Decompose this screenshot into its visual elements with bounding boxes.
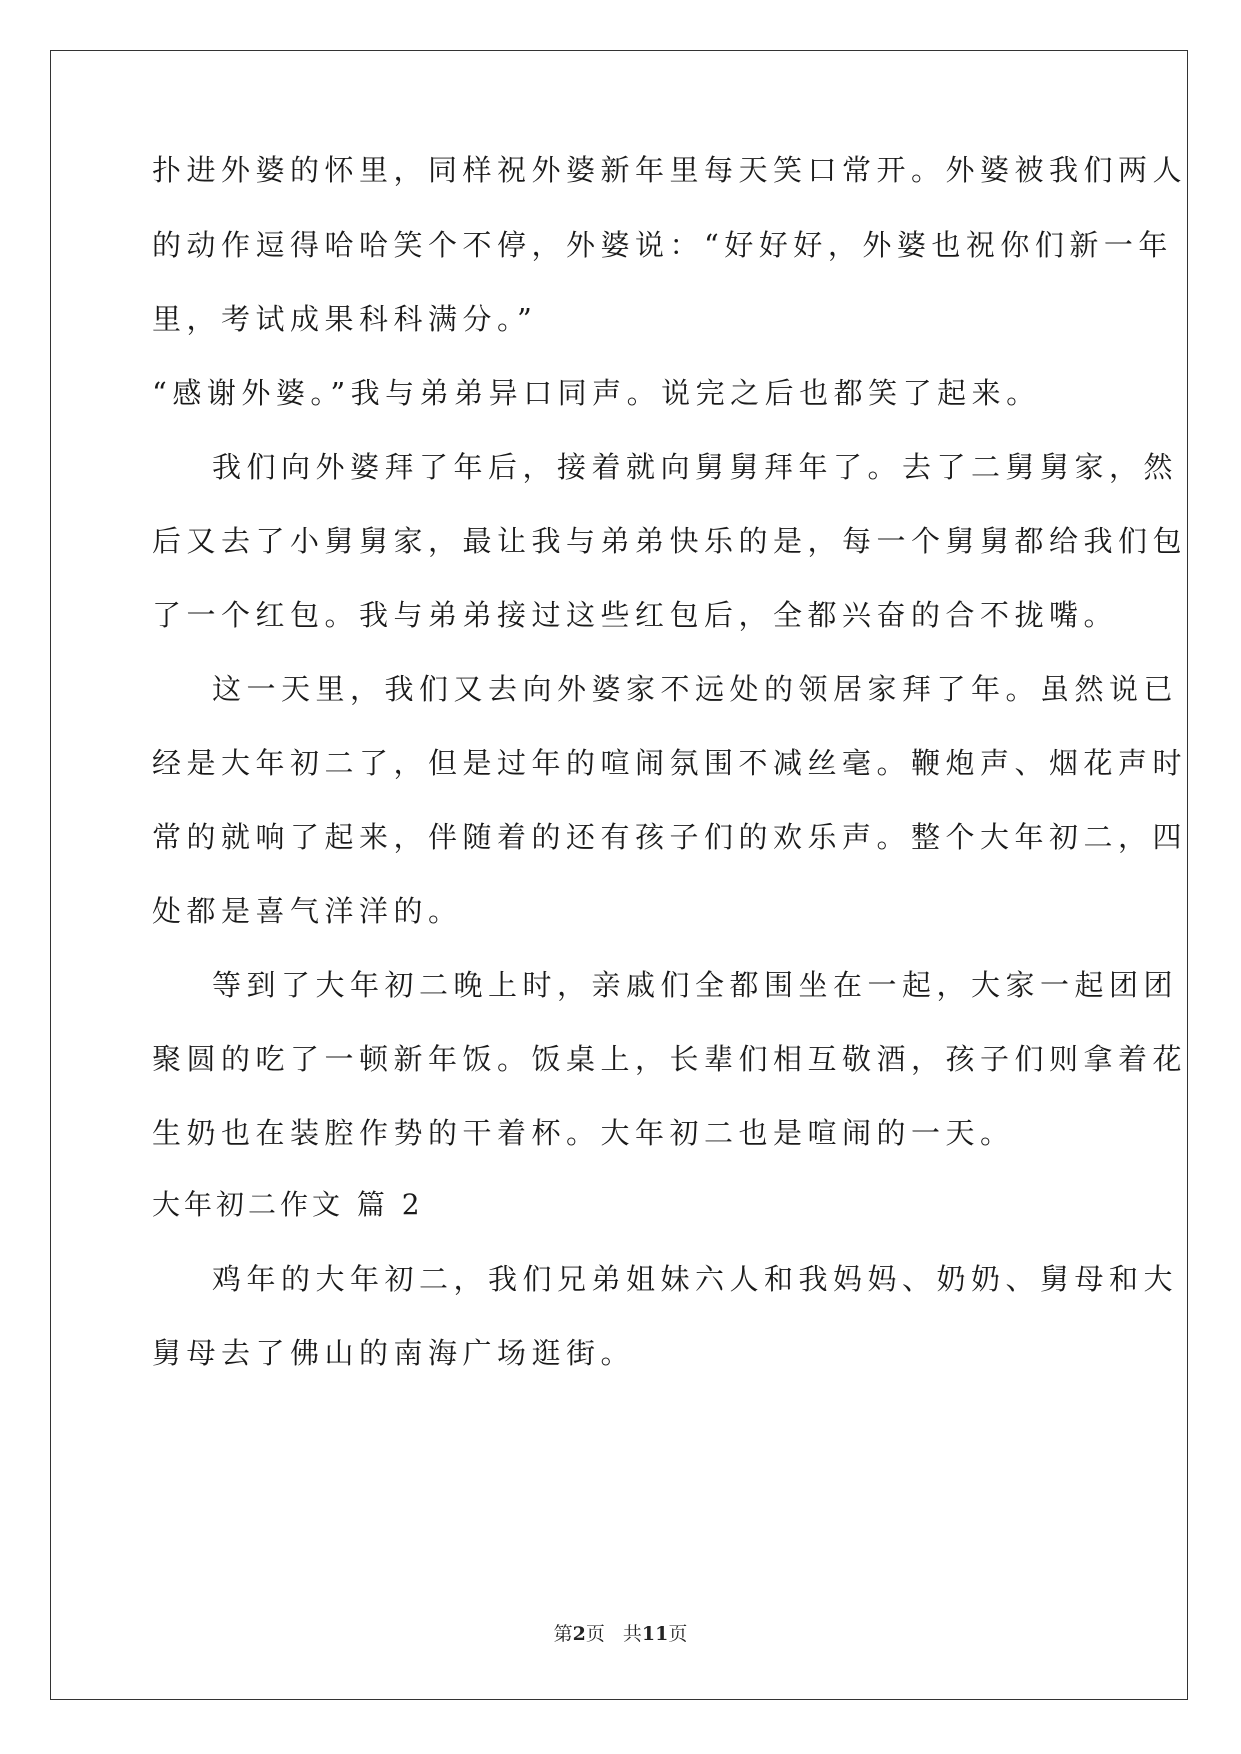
paragraph-line: 聚圆的吃了一顿新年饭。饭桌上，长辈们相互敬酒，孩子们则拿着花 <box>152 1042 1188 1076</box>
paragraph-line: 舅母去了佛山的南海广场逛街。 <box>152 1336 636 1370</box>
page-border <box>50 50 1188 1700</box>
total-prefix: 共 <box>622 1623 642 1645</box>
paragraph-line: “感谢外婆。”我与弟弟异口同声。说完之后也都笑了起来。 <box>152 376 1041 410</box>
page-prefix: 第 <box>553 1623 573 1645</box>
paragraph-line: 生奶也在装腔作势的干着杯。大年初二也是喧闹的一天。 <box>152 1116 1015 1150</box>
page-suffix: 页 <box>585 1623 605 1645</box>
paragraph-line: 处都是喜气洋洋的。 <box>152 894 463 928</box>
page-number: 2 <box>572 1623 586 1645</box>
paragraph-line: 这一天里，我们又去向外婆家不远处的领居家拜了年。虽然说已 <box>212 672 1179 706</box>
paragraph-line: 鸡年的大年初二，我们兄弟姐妹六人和我妈妈、奶奶、舅母和大 <box>212 1262 1179 1296</box>
total-pages: 11 <box>641 1623 669 1645</box>
paragraph-line: 等到了大年初二晚上时，亲戚们全都围坐在一起，大家一起团团 <box>212 968 1179 1002</box>
paragraph-line: 我们向外婆拜了年后，接着就向舅舅拜年了。去了二舅舅家，然 <box>212 450 1179 484</box>
section-heading: 大年初二作文 篇 2 <box>152 1188 424 1221</box>
paragraph-line: 常的就响了起来，伴随着的还有孩子们的欢乐声。整个大年初二，四 <box>152 820 1188 854</box>
paragraph-line: 的动作逗得哈哈笑个不停，外婆说：“好好好，外婆也祝你们新一年 <box>152 228 1173 262</box>
total-suffix: 页 <box>668 1623 688 1645</box>
paragraph-line: 了一个红包。我与弟弟接过这些红包后，全都兴奋的合不拢嘴。 <box>152 598 1119 632</box>
paragraph-line: 里，考试成果科科满分。” <box>152 302 538 336</box>
paragraph-line: 经是大年初二了，但是过年的喧闹氛围不减丝毫。鞭炮声、烟花声时 <box>152 746 1188 780</box>
page-footer <box>0 1622 1241 1646</box>
paragraph-line: 扑进外婆的怀里，同样祝外婆新年里每天笑口常开。外婆被我们两人 <box>152 153 1188 187</box>
paragraph-line: 后又去了小舅舅家，最让我与弟弟快乐的是，每一个舅舅都给我们包 <box>152 524 1188 558</box>
